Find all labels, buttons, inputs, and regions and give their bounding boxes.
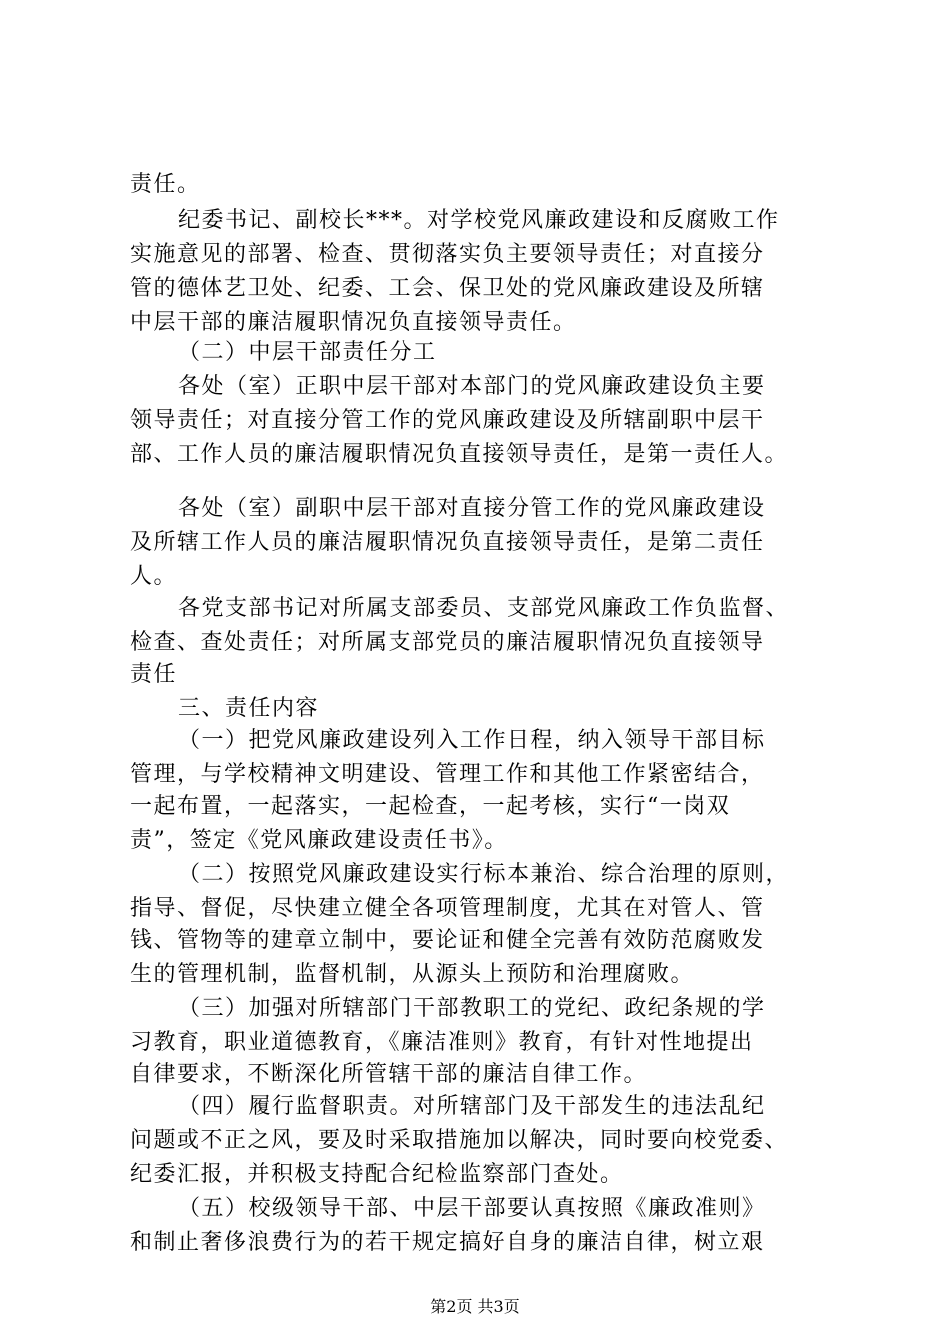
text-line: 实施意见的部署、检查、贯彻落实负主要领导责任；对直接分 — [130, 242, 765, 267]
text-line: 部、工作人员的廉洁履职情况负直接领导责任，是第一责任人。 — [130, 442, 789, 467]
text-line: （四）履行监督职责。对所辖部门及干部发生的违法乱纪 — [178, 1094, 766, 1119]
text-line: 和制止奢侈浪费行为的若干规定搞好自身的廉洁自律，树立艰 — [130, 1230, 765, 1255]
text-line: 纪委书记、副校长***。对学校党风廉政建设和反腐败工作 — [178, 208, 780, 233]
text-line: 问题或不正之风，要及时采取措施加以解决，同时要向校党委、 — [130, 1128, 789, 1153]
text-line: 及所辖工作人员的廉洁履职情况负直接领导责任，是第二责任 — [130, 530, 765, 555]
text-line: 人。 — [130, 564, 178, 589]
text-line: 各处（室）正职中层干部对本部门的党风廉政建设负主要 — [178, 374, 766, 399]
text-line: 一起布置，一起落实，一起检查，一起考核，实行“一岗双 — [130, 794, 731, 819]
text-line: 管理，与学校精神文明建设、管理工作和其他工作紧密结合， — [130, 762, 765, 787]
text-line: 纪委汇报，并积极支持配合纪检监察部门查处。 — [130, 1162, 624, 1187]
text-line: 生的管理机制，监督机制，从源头上预防和治理腐败。 — [130, 962, 695, 987]
text-line: 责”，签定《党风廉政建设责任书》。 — [130, 828, 508, 853]
text-line: （三）加强对所辖部门干部教职工的党纪、政纪条规的学 — [178, 996, 766, 1021]
text-line: 检查、查处责任；对所属支部党员的廉洁履职情况负直接领导 — [130, 630, 765, 655]
text-line: 管的德体艺卫处、纪委、工会、保卫处的党风廉政建设及所辖 — [130, 276, 765, 301]
page-number: 第2页 共3页 — [430, 1297, 520, 1316]
text-line: （一）把党风廉政建设列入工作日程，纳入领导干部目标 — [178, 728, 766, 753]
text-line: 指导、督促，尽快建立健全各项管理制度，尤其在对管人、管 — [130, 896, 765, 921]
text-line: 领导责任；对直接分管工作的党风廉政建设及所辖副职中层干 — [130, 408, 765, 433]
text-line: 各党支部书记对所属支部委员、支部党风廉政工作负监督、 — [178, 596, 790, 621]
text-line: 各处（室）副职中层干部对直接分管工作的党风廉政建设 — [178, 496, 766, 521]
section-heading: （二）中层干部责任分工 — [178, 340, 437, 365]
text-line: 自律要求，不断深化所管辖干部的廉洁自律工作。 — [130, 1062, 648, 1087]
section-heading: 三、责任内容 — [178, 696, 320, 721]
text-line: 中层干部的廉洁履职情况负直接领导责任。 — [130, 310, 577, 335]
text-line: （二）按照党风廉政建设实行标本兼治、综合治理的原则， — [178, 862, 790, 887]
text-line: （五）校级领导干部、中层干部要认真按照《廉政准则》 — [178, 1196, 766, 1221]
text-line: 责任 — [130, 662, 178, 687]
text-line: 钱、管物等的建章立制中，要论证和健全完善有效防范腐败发 — [130, 928, 765, 953]
text-line: 习教育，职业道德教育，《廉洁准则》教育，有针对性地提出 — [130, 1030, 754, 1055]
text-line: 责任。 — [130, 172, 201, 197]
